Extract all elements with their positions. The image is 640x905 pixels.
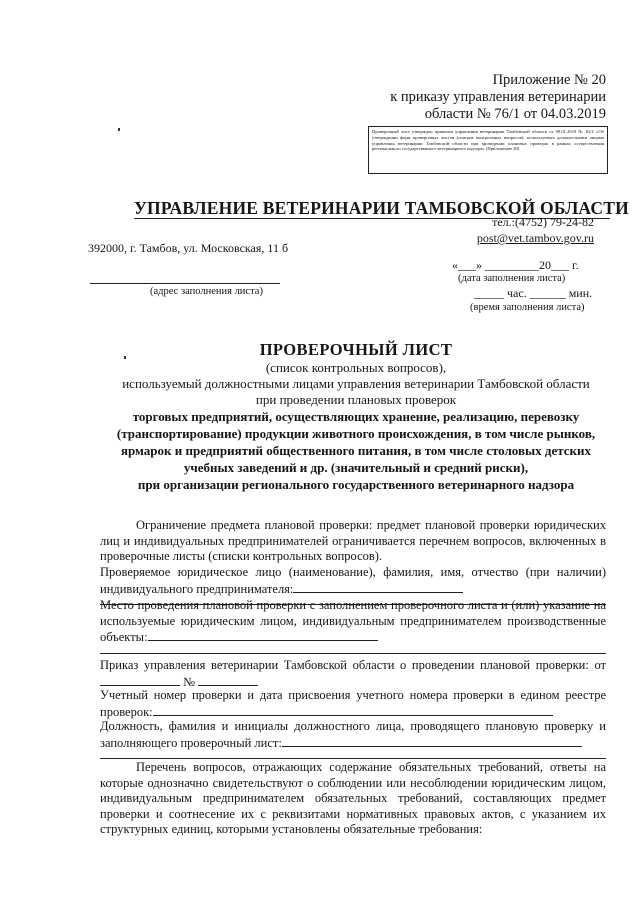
document-title: ПРОВЕРОЧНЫЙ ЛИСТ: [259, 340, 453, 359]
agency-phone: тел.:(4752) 79-24-82: [492, 215, 594, 229]
fill-place-line: [90, 283, 280, 284]
document-subtitle: (список контрольных вопросов),: [265, 360, 447, 375]
requirements-list-text: Перечень вопросов, отражающих содержание обязательных требований, ответы на которые однозначно свидетельствуют о соблюдении или несоблюдении юридическим лицом, индивидуальным предпринимателем обязательных требований, составляющих предмет проверки и соотнесение их с реквизитами нормативных правовых актов, с указанием их структурных единиц, которыми установлены обязательные требования:: [100, 760, 606, 836]
agency-email: post@vet.tambov.gov.ru: [476, 231, 594, 245]
fill-date-line: «___» _________20___ г.: [452, 258, 579, 272]
scope-text: Ограничение предмета плановой проверки: предмет плановой проверки юридических лиц и индивидуальных предпринимателей ограничивается перечнем вопросов, включенных в проверочные листы (списки контрольных вопросов).: [100, 518, 606, 563]
inspection-scope-paragraph: [100, 518, 606, 565]
appendix-line-1: Приложение № 20: [492, 72, 606, 88]
inspector-section: [100, 719, 606, 759]
inspected-entity-label: Проверяемое юридическое лицо (наименование), фамилия, имя, отчество (при наличии) индивидуального предпринимателя:: [100, 565, 606, 596]
inspection-number-section: [100, 688, 606, 720]
fill-place-caption: (адрес заполнения листа): [150, 286, 263, 297]
agency-address: 392000, г. Тамбов, ул. Московская, 11 б: [88, 241, 289, 255]
agency-contacts: [477, 214, 594, 246]
fill-time-line: _____ час. ______ мин.: [474, 286, 593, 300]
inspection-order-number-sign: №: [183, 674, 196, 689]
inspection-number-label: Учетный номер проверки и дата присвоения учетного номера проверки в едином реестре проверок:: [100, 688, 606, 719]
appendix-line-2: к приказу управления ветеринарии: [390, 89, 606, 105]
title-line-1: используемый должностными лицами управления ветеринарии Тамбовской области: [122, 376, 590, 391]
requirements-list-paragraph: [100, 760, 606, 838]
title-bold-line-4: учебных заведений и др. (значительный и средний риски),: [183, 460, 529, 475]
inspection-place-section: [100, 598, 606, 654]
title-bold-line-5: при организации регионального государственного ветеринарного надзора: [137, 477, 575, 492]
inspector-label: Должность, фамилия и инициалы должностного лица, проводящего плановую проверку и заполняющего проверочный лист:: [100, 719, 606, 750]
scan-mark: [118, 128, 120, 131]
inspection-order-label: Приказ управления ветеринарии Тамбовской области о проведении плановой проверки: от: [100, 658, 606, 672]
agency-name: УПРАВЛЕНИЕ ВЕТЕРИНАРИИ ТАМБОВСКОЙ ОБЛАСТИ: [134, 198, 629, 218]
inspection-place-label: Место проведения плановой проверки с заполнением проверочного листа и (или) указание на используемые юридическим лицом, индивидуальным предпринимателем производственные объекты:: [100, 598, 606, 644]
inspection-number-field: [153, 704, 553, 716]
inspector-rule: [100, 758, 606, 759]
approval-stamp: [368, 126, 608, 174]
inspection-order-number-field: [198, 674, 258, 686]
fill-time-caption: (время заполнения листа): [470, 302, 585, 313]
inspection-place-field: [148, 629, 378, 641]
title-bold-line-2: (транспортирование) продукции животного происхождения, в том числе рынков,: [116, 426, 596, 441]
inspected-entity-field: [293, 581, 463, 593]
inspector-field: [282, 735, 582, 747]
fill-date-caption: (дата заполнения листа): [458, 273, 566, 284]
inspection-place-rule: [100, 653, 606, 654]
inspection-order-section: [100, 658, 606, 690]
approval-stamp-text: Проверочный лист утвержден приказом управления ветеринарии Тамбовской области от 09.01.2019 № 02/1 «Об утверждении форм проверочных листов (списков контрольных вопросов), используемых должностными лицами управления ветеринарии Тамбовской области при проведении плановых проверок в рамках осуществления регионального государственного ветеринарного надзора» (Приложение 20): [372, 129, 604, 152]
title-bold-line-3: ярмарок и предприятий общественного питания, в том числе столовых детских: [120, 443, 592, 458]
title-bold-line-1: торговых предприятий, осуществляющих хранение, реализацию, перевозку: [132, 409, 580, 424]
appendix-header: [390, 72, 606, 123]
document-title-block: [86, 340, 626, 493]
inspection-order-date-field: [100, 674, 180, 686]
appendix-line-3: области № 76/1 от 04.03.2019: [424, 106, 606, 122]
title-line-2: при проведении плановых проверок: [255, 392, 457, 407]
